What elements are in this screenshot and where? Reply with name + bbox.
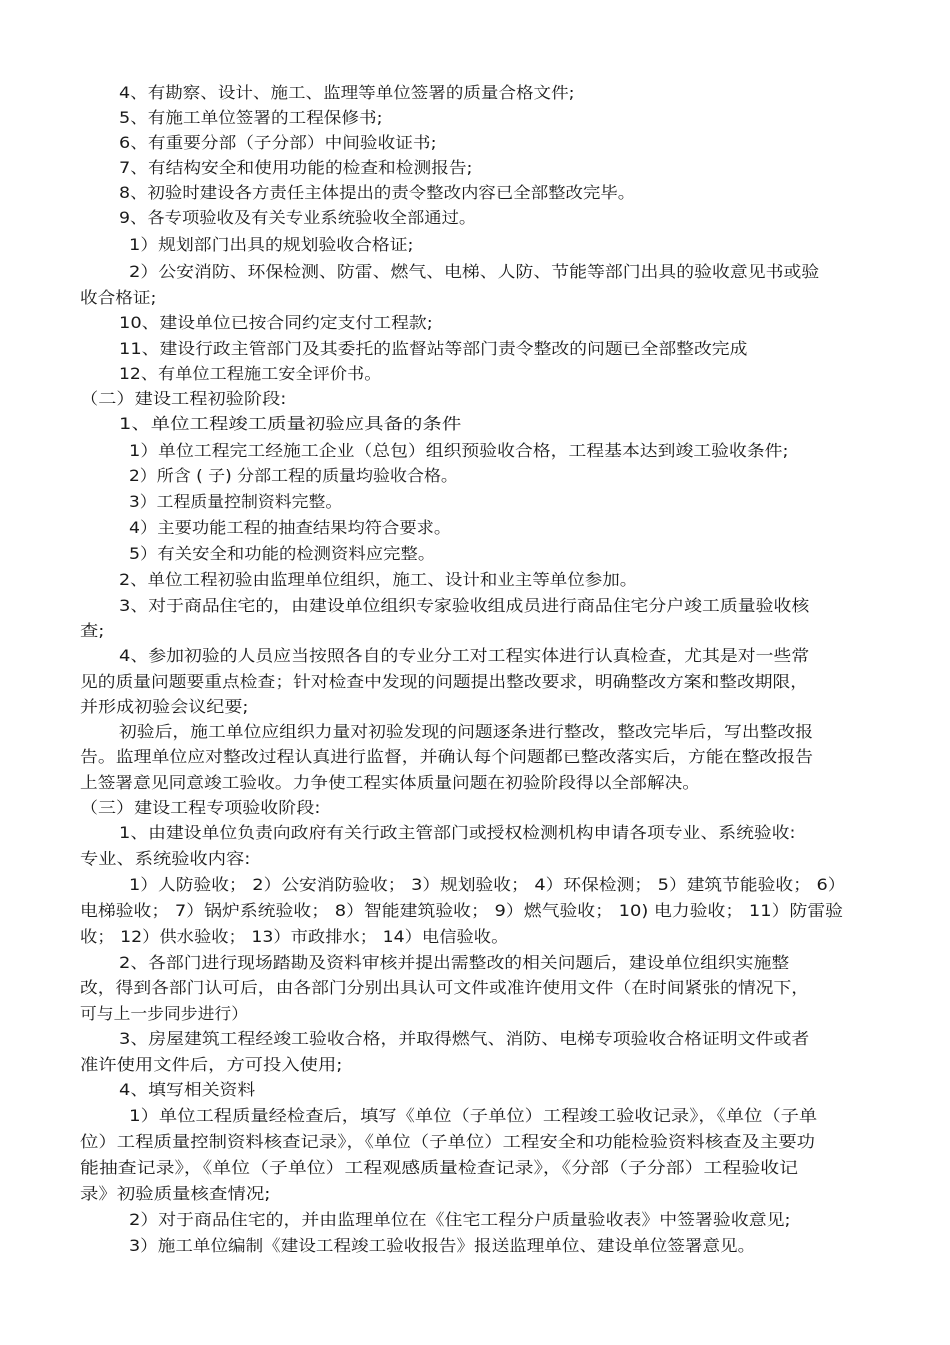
text-line: 2）对于商品住宅的，并由监理单位在《住宅工程分户质量验收表》中签署验收意见; <box>129 1210 791 1229</box>
text-line: 4、填写相关资料 <box>119 1080 256 1099</box>
text-line: 2、各部门进行现场踏勘及资料审核并提出需整改的相关问题后，建设单位组织实施整 <box>119 953 790 972</box>
text-line: 1）单位工程质量经检查后，填写《单位（子单位）工程竣工验收记录》，《单位（子单 <box>129 1106 818 1125</box>
section-heading: （三）建设工程专项验收阶段: <box>80 798 321 817</box>
text-line: 专业、系统验收内容: <box>80 849 251 868</box>
text-line: 可与上一步同步进行） <box>80 1004 249 1023</box>
text-line: 准许使用文件后，方可投入使用; <box>80 1055 343 1074</box>
text-line: 3）施工单位编制《建设工程竣工验收报告》报送监理单位、建设单位签署意见。 <box>129 1236 756 1255</box>
text-line: 收合格证; <box>80 288 157 307</box>
text-line: 3、对于商品住宅的，由建设单位组织专家验收组成员进行商品住宅分户竣工质量验收核 <box>119 596 810 615</box>
text-line: 11、建设行政主管部门及其委托的监督站等部门责令整改的问题已全部整改完成 <box>119 339 748 358</box>
text-line: 6、有重要分部（子分部）中间验收证书; <box>119 133 437 152</box>
text-line: 1）人防验收； 2）公安消防验收； 3）规划验收； 4）环保检测； 5）建筑节能验收； 6） <box>129 875 846 894</box>
text-line: 3、房屋建筑工程经竣工验收合格，并取得燃气、消防、电梯专项验收合格证明文件或者 <box>119 1029 810 1048</box>
text-line: 告。监理单位应对整改过程认真进行监督，并确认每个问题都已整改落实后，方能在整改报告 <box>80 747 814 766</box>
text-line: 4、有勘察、设计、施工、监理等单位签署的质量合格文件; <box>119 83 575 102</box>
text-line: 4）主要功能工程的抽查结果均符合要求。 <box>129 518 452 537</box>
text-line: 初验后，施工单位应组织力量对初验发现的问题逐条进行整改，整改完毕后，写出整改报 <box>119 722 814 741</box>
text-line: 2）公安消防、环保检测、防雷、燃气、电梯、人防、节能等部门出具的验收意见书或验 <box>129 262 820 281</box>
text-line: 1、由建设单位负责向政府有关行政主管部门或授权检测机构申请各项专业、系统验收: <box>119 823 796 842</box>
section-heading: （二）建设工程初验阶段: <box>80 389 287 408</box>
text-line: 录》初验质量核查情况; <box>80 1184 271 1203</box>
text-line: 4、参加初验的人员应当按照各自的专业分工对工程实体进行认真检查，尤其是对一些常 <box>119 646 810 665</box>
text-line: 查; <box>80 621 105 640</box>
text-line: 1、单位工程竣工质量初验应具备的条件 <box>119 414 462 433</box>
text-line: 能抽查记录》，《单位（子单位）工程观感质量检查记录》，《分部（子分部）工程验收记 <box>80 1158 799 1177</box>
text-line: 见的质量问题要重点检查；针对检查中发现的问题提出整改要求，明确整改方案和整改期限， <box>80 672 809 691</box>
text-line: 9、各专项验收及有关专业系统验收全部通过。 <box>119 208 477 227</box>
text-line: 改，得到各部门认可后，由各部门分别出具认可文件或准许使用文件（在时间紧张的情况下， <box>80 978 810 997</box>
text-line: 1）规划部门出具的规划验收合格证; <box>129 235 414 254</box>
text-line: 10、建设单位已按合同约定支付工程款; <box>119 313 433 332</box>
text-line: 收； 12）供水验收； 13）市政排水； 14）电信验收。 <box>80 927 509 946</box>
text-line: 5、有施工单位签署的工程保修书; <box>119 108 383 127</box>
text-line: 5）有关安全和功能的检测资料应完整。 <box>129 544 436 563</box>
text-line: 位）工程质量控制资料核查记录》，《单位（子单位）工程安全和功能检验资料核查及主要功 <box>80 1132 816 1151</box>
text-line: 上签署意见同意竣工验收。力争使工程实体质量问题在初验阶段得以全部解决。 <box>80 773 701 792</box>
text-line: 3）工程质量控制资料完整。 <box>129 492 343 511</box>
text-line: 12、有单位工程施工安全评价书。 <box>119 364 382 383</box>
text-line: 电梯验收； 7）锅炉系统验收； 8）智能建筑验收； 9）燃气验收； 10) 电力验收； 11）防雷验 <box>80 901 844 920</box>
text-line: 7、有结构安全和使用功能的检查和检测报告; <box>119 158 473 177</box>
text-line: 2）所含 ( 子) 分部工程的质量均验收合格。 <box>129 466 458 485</box>
text-line: 1）单位工程完工经施工企业（总包）组织预验收合格，工程基本达到竣工验收条件; <box>129 441 789 460</box>
text-line: 并形成初验会议纪要; <box>80 697 249 716</box>
text-line: 2、单位工程初验由监理单位组织，施工、设计和业主等单位参加。 <box>119 570 638 589</box>
text-line: 8、初验时建设各方责任主体提出的责令整改内容已全部整改完毕。 <box>119 183 636 202</box>
